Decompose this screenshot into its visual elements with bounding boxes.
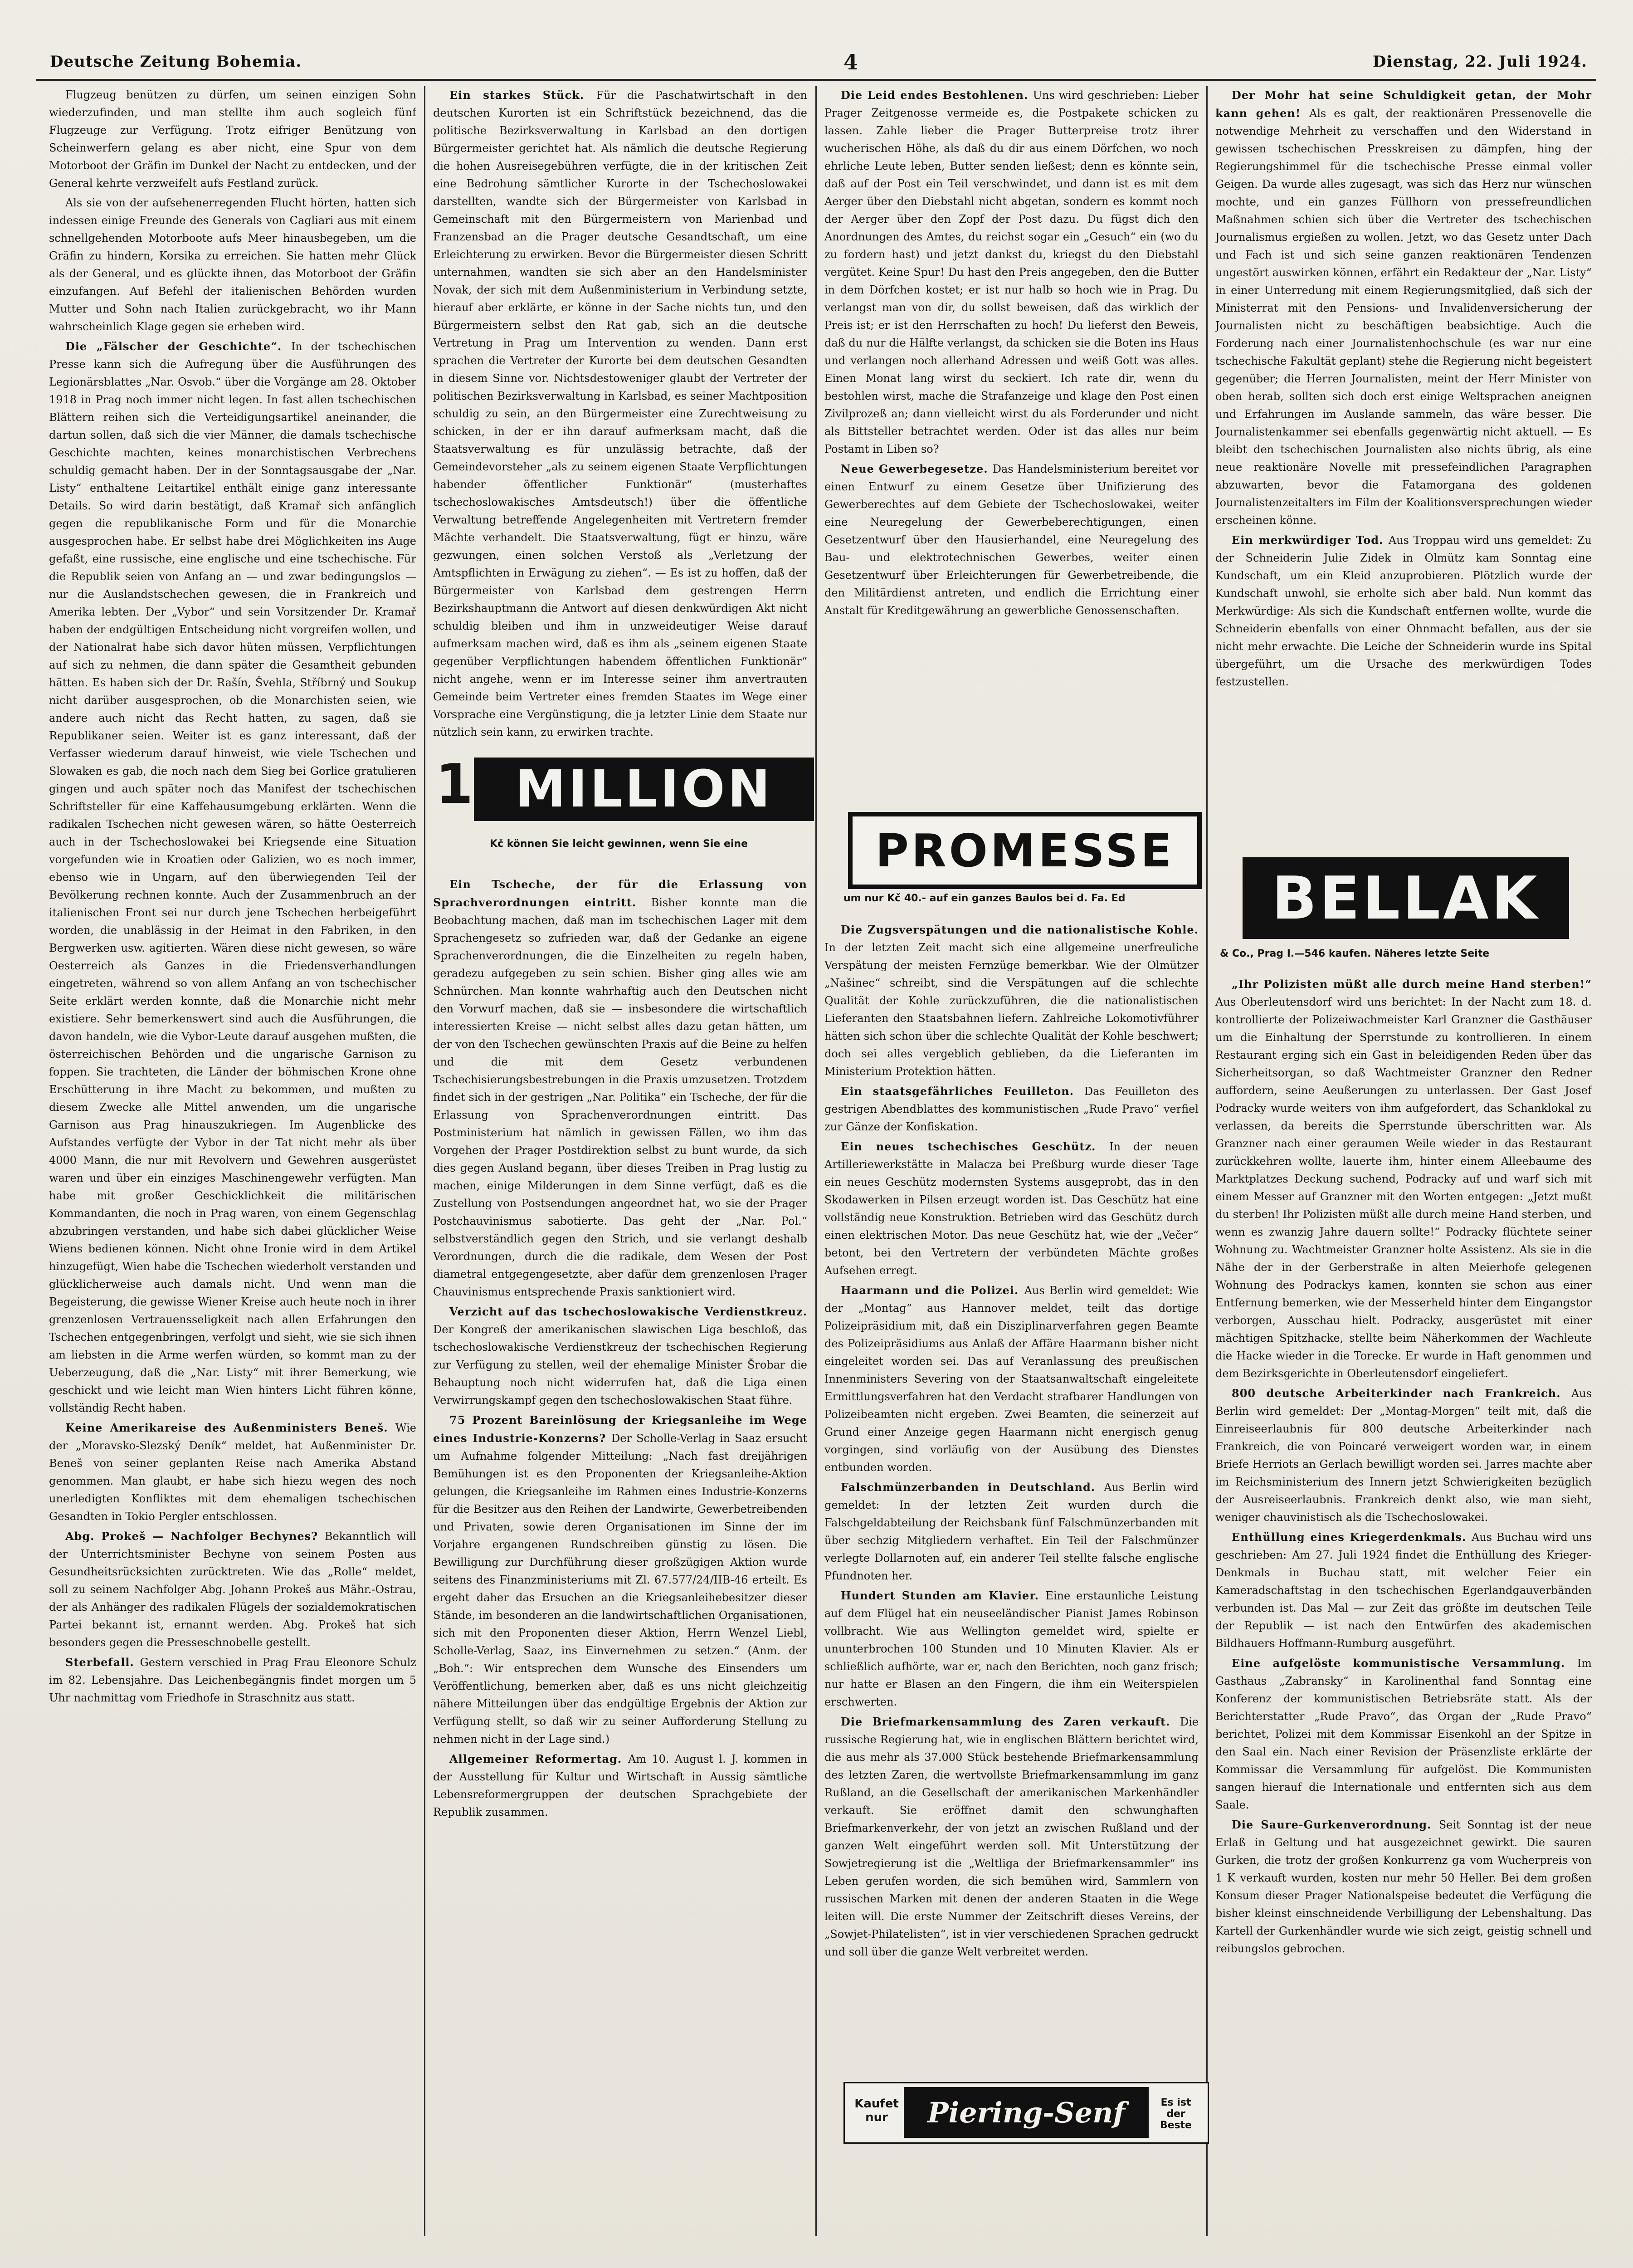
article-headline: Der Mohr hat seine Schuldigkeit getan, der Mohr kann gehen!: [1215, 88, 1592, 120]
article-text: Bisher konnte man die Beobachtung machen, daß man im tschechischen Lager mit dem Sprachengesetz so zufrieden war, daß der Gedanke an eigene Sprachenverordnungen, die die Einzelheiten zu regeln haben, geradezu aufgegeben zu sein schien. Bisher ging alles wie am Schnürchen. Man konnte wahrhaftig auch den Deutschen nicht den Vorwurf machen, daß sie — insbesondere die wirtschaftlich interessierten Kreise — nicht selbst alles dazu getan hätten, um der von den Tschechen gewünschten Praxis auf die Beine zu helfen und die mit dem Gesetz verbundenen Tschechisierungsbestrebungen in die Praxis umzusetzen. Trotzdem findet sich in der gestrigen „Nar. Politika“ ein Tscheche, der für die Erlassung von Sprachenverordnungen eintritt. Das Postministerium hat nämlich in gewissen Fällen, wo ihm das Vorgehen der Prager Postdirektion selbst zu bunt wurde, da sich dies gegen Ausland begann, über dieses Treiben in Prag lustig zu machen, einige Milderungen in dem Sinne verfügt, daß es die Zustellung von Postsendungen angeordnet hat, wo sie der Prager Postchauvinismus sabotierte. Das geht der „Nar. Pol.“ selbstverständlich gegen den Strich, und sie verlangt deshalb Verordnungen, durch die die radikale, dem Wesen der Post diametral entgegengesetzte, aber dafür dem grenzenlosen Prager Chauvinismus entsprechende Praxis sanktioniert wird.: [433, 896, 807, 1298]
article-paragraph: [49, 1419, 416, 1525]
article-headline: Ein starkes Stück.: [449, 88, 596, 102]
article-paragraph: [824, 921, 1199, 1080]
column-rule: [1206, 86, 1208, 2236]
column-3-top: [824, 86, 1199, 785]
article-text: Seit Sonntag ist der neue Erlaß in Geltung und hat ausgezeichnet gewirkt. Die sauren Gurken, die trotz der großen Konkurrenz ga vom Wucherpreis von 1 K verkauft wurden, kosten nur mehr 50 Heller. Bei dem großen Konsum dieser Prager Nationalspeise bedeutet die Verfügung die bisher kleinst einschneidende Verbilligung der Lebenshaltung. Das Kartell der Gurkenhändler wurde wie sich zeigt, geistig schnell und reibungslos gebrochen.: [1215, 1818, 1592, 1955]
column-rule: [424, 86, 425, 2236]
article-text: Der Scholle-Verlag in Saaz ersucht um Aufnahme folgender Mitteilung: „Nach fast dreijährigen Bemühungen ist es den Proponenten der Kriegsanleihe-Aktion gelungen, die Kriegsanleihe im Rahmen eines Industrie-Konzerns für die Besitzer aus den Reihen der Landwirte, Gewerbetreibenden und Privaten, sowie deren Organisationen im Sinne der im Vorjahre ergangenen Rundschreiben günstig zu lösen. Die Bewilligung zur Durchführung dieser großzügigen Aktion wurde seitens des Finanzministeriums mit Zl. 67.577/24/IIB-46 erteilt. Es ergeht daher das Ersuchen an die Kriegsanleihebesitzer dieser Stände, im besonderen an die landwirtschaftlichen Organisationen, sich mit den Proponenten dieser Aktion, Herrn Wenzel Liebl, Scholle-Verlag, Saaz, ins Einvernehmen zu setzen.“ (Anm. der „Boh.“: Wir entsprechen dem Wunsche des Einsenders um Veröffentlichung, bemerken aber, daß es uns nicht gleichzeitig nähere Mitteilungen über das endgültige Ergebnis der Aktion zur Verfügung stellt, so daß wir zu seiner Aufforderung Stellung zu nehmen nicht in der Lage sind.): [433, 1432, 807, 1745]
article-paragraph: [1215, 1528, 1592, 1652]
article-paragraph: [49, 337, 416, 1417]
article-text: Aus Berlin wird gemeldet: Wie der „Montag“ aus Hannover meldet, teilt das dortige Polizeipräsidium mit, daß ein Disziplinarverfahren gegen Beamte des Polizeipräsidiums aus Anlaß der Affäre Haarmann bisher nicht eingeleitet worden sei. Das auf Veranlassung des preußischen Innenministers Severing von der Staatsanwaltschaft eingeleitete Ermittlungsverfahren hat den Verdacht strafbarer Handlungen von Polizeibeamten nicht ergeben. Zwei Beamten, die seinerzeit auf Grund einer Anzeige gegen Haarmann nicht energisch genug vorgingen, sind vorläufig von der Ausübung des Dienstes entbunden worden.: [824, 1284, 1199, 1474]
article-headline: Verzicht auf das tschechoslowakische Verdienstkreuz.: [449, 1305, 807, 1318]
article-headline: Die „Fälscher der Geschichte“.: [65, 340, 291, 353]
article-text: Wie der „Moravsko-Slezský Deník“ meldet, hat Außenminister Dr. Beneš von seiner geplanten Reise nach Amerika Abstand genommen. Man glaubt, er habe sich hiezu wegen des noch unerledigten Konfliktes mit dem ehemaligen tschechischen Gesandten in Tokio Pergler entschlossen.: [49, 1422, 416, 1523]
article-text: Flugzeug benützen zu dürfen, um seinen einzigen Sohn wiederzufinden, und man stellte ihm auch sogleich fünf Flugzeuge zur Verfügung. Trotz eifriger Benützung von Scheinwerfern gelang es aber nicht, eine Spur von dem Motorboot der Gräfin im Dunkel der Nacht zu entdecken, und der General kehrte verzweifelt aufs Festland zurück.: [49, 88, 416, 190]
column-4-top: [1215, 86, 1592, 848]
issue-date: Dienstag, 22. Juli 1924.: [1372, 53, 1587, 71]
piering-ad-right-label: Es ist der Beste: [1160, 2097, 1192, 2131]
article-paragraph: [824, 1713, 1199, 1961]
article-paragraph: [824, 1138, 1199, 1280]
article-paragraph: [433, 875, 807, 1301]
article-text: Gestern verschied in Prag Frau Eleonore Schulz im 82. Lebensjahre. Das Leichenbegängnis findet morgen um 5 Uhr nachmittag vom Friedhofe in Straschnitz aus statt.: [49, 1656, 416, 1704]
article-paragraph: [433, 1303, 807, 1409]
bellak-ad-caption: & Co., Prag I.—546 kaufen. Näheres letzte Seite: [1220, 948, 1490, 959]
million-ad-text: MILLION: [515, 760, 773, 819]
article-headline: Ein staatsgefährliches Feuilleton.: [841, 1085, 1085, 1098]
article-paragraph: [824, 86, 1199, 458]
page-header: [36, 44, 1596, 81]
article-text: Bekanntlich will der Unterrichtsminister Bechyne von seinem Posten aus Gesundheitsrücksichten zurücktreten. Wie das „Rolle“ meldet, soll zu seinem Nachfolger Abg. Johann Prokeš aus Mähr.-Ostrau, der als Anhänger des radikalen Flügels der sozialdemokratischen Partei bekannt ist, ernannt werden. Abg. Prokeš hat sich besonders gegen die Presseschnobelle gestellt.: [49, 1530, 416, 1649]
piering-ad-left-label: Kaufet nur: [854, 2097, 899, 2124]
page-number: 4: [843, 50, 859, 74]
article-text: Am 10. August l. J. kommen in der Ausstellung für Kultur und Wirtschaft in Aussig sämtliche Lebensreformergruppen der deutschen Sprachgebiete der Republik zusammen.: [433, 1753, 807, 1818]
article-text: Der Kongreß der amerikanischen slawischen Liga beschloß, das tschechoslowakische Verdienstkreuz der tschechischen Regierung zur Verfügung zu stellen, weil der ehemalige Minister Šrobar die Behauptung noch nicht widerrufen hat, daß die Liga einen Verwirrungskampf gegen den tschechoslowakischen Staat führe.: [433, 1323, 807, 1407]
million-ad-caption: Kč können Sie leicht gewinnen, wenn Sie eine: [490, 838, 748, 850]
article-headline: Sterbefall.: [65, 1656, 140, 1669]
article-text: Für die Paschatwirtschaft in den deutschen Kurorten ist ein Schriftstück bezeichnend, das die politische Bezirksverwaltung in Karlsbad an den dortigen Bürgermeister gerichtet hat. Als nämlich die deutsche Regierung die hohen Ausreisegebühren verfügte, die in der kritischen Zeit eine Bedrohung sämtlicher Kurorte in der Tschechoslowakei darstellten, wandte sich der Bürgermeister von Karlsbad in Gemeinschaft mit den Bürgermeistern von Marienbad und Franzensbad an die Prager deutsche Gesandtschaft, um eine Erleichterung zu erwirken. Bevor die Bürgermeister diesen Schritt unternahmen, wandten sie sich aber an den Handelsminister Novak, der sich mit dem Außenministerium in Verbindung setzte, hierauf aber erklärte, er könne in der Sache nichts tun, und den Bürgermeistern selbst den Rat gab, sich an die deutsche Vertretung in Prag um Intervention zu wenden. Dann erst sprachen die Vertreter der Kurorte bei dem deutschen Gesandten in diesem Sinne vor. Nichtsdestoweniger glaubt der Vertreter der politischen Bezirksverwaltung in Karlsbad, es seiner Machtposition schuldig zu sein, an den Bürgermeister eine Zurechtweisung zu schicken, in der er ihn darauf aufmerksam macht, daß die Staatsverwaltung es für unzulässig betrachte, daß der Gemeindevorsteher „als zu seinem eigenen Staate Verpflichtungen habender öffentlicher Funktionär“ (musterhaftes tschechoslowakisches Amtsdeutsch!) über die öffentliche Verwaltung betreffende Angelegenheiten mit Vertretern fremder Mächte verhandelt. Die Staatsverwaltung, fügt er hinzu, wäre gezwungen, einen solchen Verstoß als „Verletzung der Amtspflichten in Erwägung zu ziehen“. — Es ist zu hoffen, daß der Bürgermeister von Karlsbad dem gestrengen Herrn Bezirkshauptmann die Antwort auf diesen denkwürdigen Akt nicht schuldig bleiben und ihm in unzweideutiger Weise darauf aufmerksam machen wird, daß es ihm als „seinem eigenen Staate gegenüber Verpflichtungen habendem öffentlichen Funktionär“ nicht angehe, wenn er im Interesse seiner ihm anvertrauten Gemeinde beim Vertreter eines fremden Staates im Wege einer Vorsprache eine Vergünstigung, die ja letzter Linie dem Staate nur nützlich sein kann, zu erwirken trachte.: [433, 89, 807, 738]
article-headline: Die Briefmarkensammlung des Zaren verkauft.: [841, 1715, 1180, 1728]
article-headline: Neue Gewerbegesetze.: [841, 462, 993, 475]
column-3-bottom: [824, 921, 1199, 2064]
article-headline: Falschmünzerbanden in Deutschland.: [841, 1481, 1104, 1494]
article-headline: Ein merkwürdiger Tod.: [1232, 533, 1389, 547]
article-paragraph: [433, 1411, 807, 1748]
article-text: Aus Troppau wird uns gemeldet: Zu der Schneiderin Julie Zidek in Olmütz kam Sonntag eine Kundschaft, um ein Kleid anzuprobieren. Plötzlich wurde der Kundschaft unwohl, sie erholte sich aber bald. Nun kommt das Merkwürdige: Als sich die Kundschaft entfernen wollte, wurde die Schneiderin ebenfalls von einer Ohnmacht befallen, aus der sie nicht mehr erwachte. Die Leiche der Schneiderin wurde ins Spital übergeführt, um die Ursache des merkwürdigen Todes festzustellen.: [1215, 534, 1592, 688]
article-text: Als es galt, der reaktionären Pressenovelle die notwendige Mehrheit zu verschaffen und den Widerstand in gewissen tschechischen Presskreisen zu dämpfen, hing der Regierungshimmel für die tschechische Presse einmal voller Geigen. Da wurde alles zugesagt, was sich das Herz nur wünschen mochte, und ein ganzes Füllhorn von pressefreundlichen Maßnahmen schien sich über die Vertreter des tschechischen Journalismus ergießen zu wollen. Jetzt, wo das Gesetz unter Dach und Fach ist und sich seine ganzen reaktionären Tendenzen ungestört auswirken können, erfährt ein Redakteur der „Nar. Listy“ in einer Unterredung mit einem Regierungsmitglied, daß sich der Ministerrat mit den Pensions- und Invalidenversicherung der Journalisten nicht zu beschäftigen beabsichtige. Auch die Forderung nach einer Journalistenhochschule (es war nur eine tschechische Fakultät geplant) stehe die Regierung nicht begeistert gegenüber; die Herren Journalisten, meint der Herr Minister von oben herab, sollten sich doch erst einige Weltsprachen aneignen und Erfahrungen im Auslande sammeln, das wäre besser. Die Journalistenkammer sei ebenfalls gegenwärtig nicht aktuell. — Es bleibt den tschechischen Journalisten also nichts übrig, als eine neue reaktionäre Novelle mit pressefeindlichen Paragraphen abzuwarten, bevor die Fatamorgana des goldenen Journalistenzeitalters im Film der Koalitionsversprechungen wieder erscheinen könne.: [1215, 107, 1592, 527]
article-paragraph: [433, 86, 807, 741]
article-paragraph: [49, 194, 416, 336]
article-text: Als sie von der aufsehenerregenden Flucht hörten, hatten sich indessen einige Freunde des Generals von Cagliari aus mit einem schnellgehenden Motorboote aufs Meer hinausbegeben, um die Gräfin zu hindern, Korsika zu erreichen. Sie hatten mehr Glück als der General, und es glückte ihnen, das Motorboot der Gräfin einzufangen. Auf Befehl der italienischen Behörden wurden Mutter und Sohn nach Italien zurückgebracht, wo ihr Mann wahrscheinlich Klage gegen sie erheben wird.: [49, 196, 416, 333]
article-text: In der tschechischen Presse kann sich die Aufregung über die Ausführungen des Legionärsblattes „Nar. Osvob.“ über die Vorgänge am 28. Oktober 1918 in Prag noch immer nicht legen. In fast allen tschechischen Blättern reihen sich die Verteidigungsartikel aneinander, die dartun sollen, daß sich die vier Männer, die damals tschechische Geschichte machten, keines monarchistischen Verbrechens schuldig gemacht haben. Der in der Sonntagsausgabe der „Nar. Listy“ enthaltene Leitartikel enthält einige ganz interessante Details. So wird darin bestätigt, daß Kramař sich anfänglich gegen die republikanische Form und für die Monarchie ausgesprochen habe. Er selbst habe drei Möglichkeiten ins Auge gefaßt, eine russische, eine englische und eine tschechische. Für die Republik seien von Anfang an — und zwar bedingungslos — nur die Auslandstschechen gewesen, die in Frankreich und Amerika lebten. Der „Vybor“ und sein Vorsitzender Dr. Kramař haben der endgültigen Entscheidung nicht vorgreifen wollen, und der Nationalrat habe sich davor hüten müssen, Verpflichtungen auf sich zu nehmen, die dann später die Gesamtheit gebunden hätten. Es haben sich der Dr. Rašín, Švehla, Stříbrný und Soukup nicht darüber ausgesprochen, ob die Monarchisten seien, wie andere auch nicht das Recht hatten, zu sagen, daß sie Republikaner seien. Weiter ist es ganz interessant, daß der Verfasser wiederum darauf hinweist, wie viele Tschechen und Slowaken es gab, die noch nach dem Sieg bei Gorlice gratulieren gingen und auch später noch das Manifest der tschechischen Schriftsteller für eine Kaffehausumgebung erklärten. Wenn die radikalen Tschechen nicht gewesen wären, so hätte Oesterreich auch in der Tschechoslowakei bei Kriegsende eine Situation vorgefunden wie in Kroatien oder Galizien, wo es noch immer, ebenso wie in Ungarn, auf den überwiegenden Teil der Bevölkerung rechnen konnte. Auch der Zusammenbruch an der italienischen Front sei nur durch jene Tschechen herbeigeführt worden, die unablässig in der Heimat in den Fabriken, in den Bergwerken usw. agitierten. Wären diese nicht gewesen, so wäre Oesterreich als Ganzes in die Friedensverhandlungen eingetreten, während so von allem Anfang an von tschechischer Seite erklärt werden konnte, daß die Monarchie nicht mehr existiere. Sehr bemerkenswert sind auch die Ausführungen, die davon handeln, wie die Vybor-Leute darauf ausgehen mußten, die österreichischen Behörden und die ungarische Garnison zu foppen. Sie trachteten, die Länder der böhmischen Krone ohne Erschütterung in ihre Macht zu bekommen, und mußten zu diesem Zwecke alle Mittel anwenden, um die ungarische Garnison aus Prag hinauszukriegen. Im Augenblicke des Aufstandes verfügte der Vybor in der Tat nicht mehr als über 4000 Mann, die nur mit Revolvern und Gewehren ausgerüstet waren und über ein einziges Maschinengewehr verfügten. Man habe mit großer Geschicklichkeit die militärischen Kommandanten, die noch in Prag waren, von einem Gegenschlag abzubringen verstanden, und habe sich dabei glücklicher Weise Wiens bedienen können. Nicht ohne Ironie wird in dem Artikel hinzugefügt, Wien habe die Tschechen wiederholt verstanden und glücklicherweise auch damals nicht. Und wenn man die Begeisterung, die gewisse Wiener Kreise auch heute noch in ihrer grenzenlosen Vertrauensseligkeit nach allen Erfahrungen den Tschechen entgegenbringen, verfolgt und sieht, wie sie sich ihnen am liebsten in die Arme werfen würden, so kommt man zu der Ueberzeugung, daß die „Nar. Listy“ mit ihrer Bemerkung, wie geschickt und wie leicht man Wien hinters Licht führen könne, vollständig Recht haben.: [49, 340, 416, 1414]
paper-title: Deutsche Zeitung Bohemia.: [50, 53, 302, 71]
million-ad-banner: [474, 758, 814, 821]
article-text: Aus Buchau wird uns geschrieben: Am 27. Juli 1924 findet die Enthüllung des Krieger-Denkmals in Buchau statt, mit welcher Feier ein Kameradschaftstag in den tschechischen Egerlandgauverbänden verbunden ist. Das Mal — zur Zeit das größte im deutschen Teile der Republik — ist nach den Entwürfen des akademischen Bildhauers Hoffmann-Rumburg ausgeführt.: [1215, 1531, 1592, 1650]
article-text: Das Feuilleton des gestrigen Abendblattes des kommunistischen „Rude Pravo“ verfiel zur Gänze der Konfiskation.: [824, 1085, 1199, 1133]
article-paragraph: [1215, 1816, 1592, 1958]
article-headline: Die Leid endes Bestohlenen.: [841, 88, 1033, 102]
promesse-ad-caption: um nur Kč 40.- auf ein ganzes Baulos bei d. Fa. Ed: [843, 893, 1126, 904]
article-text: In der letzten Zeit macht sich eine allgemeine unerfreuliche Verspätung der meisten Fernzüge bemerkbar. Wie der Olmützer „Našinec“ schreibt, sind die Verspätungen auf die schlechte Qualität der Kohle zurückzuführen, die die nationalistischen Lieferanten den Staatsbahnen liefern. Zahlreiche Lokomotivführer hätten sich schon über die schlechte Qualität der Kohle beschwert; doch sei alles vergeblich geblieben, da die Lieferanten im Ministerium Protektion hätten.: [824, 941, 1199, 1078]
article-paragraph: [824, 460, 1199, 620]
article-text: Aus Berlin wird gemeldet: Der „Montag-Morgen“ teilt mit, daß die Einreiseerlaubnis für 800 deutsche Arbeiterkinder nach Frankreich, die von Poincaré verweigert worden war, in einem Briefe Herriots an Gerlach bewilligt worden sei. Jarres machte aber im Reichsministerium des Innern jetzt Schwierigkeiten bezüglich der Ausreiseerlaubnis. Frankreich denkt also, wie man sieht, weniger chauvinistisch als die Tschechoslowakei.: [1215, 1387, 1592, 1524]
article-text: Aus Berlin wird gemeldet: In der letzten Zeit wurden durch die Falschgeldabteilung der Reichsbank fünf Falschmünzerbanden mit über sechzig Mitgliedern verhaftet. Ein Teil der Falschmünzer verlegte Dollarnoten auf, ein anderer Teil stellte falsche englische Pfundnoten her.: [824, 1481, 1199, 1582]
article-text: Aus Oberleutensdorf wird uns berichtet: In der Nacht zum 18. d. kontrollierte der Polizeiwachmeister Karl Granzner die Gasthäuser um die Einhaltung der Sperrstunde zu kontrollieren. In einem Restaurant erging sich ein Gast in beleidigenden Reden über das Sicherheitsorgan, so daß Wachtmeister Granzner den Redner auffordern, seine Aeußerungen zu unterlassen. Der Gast Josef Podracky wurde weiters von ihm aufgefordert, das Schanklokal zu verlassen, da bereits die Sperrstunde überschritten war. Als Granzner nach einer geraumen Weile wieder in das Restaurant zurückkehren wollte, lauerte ihm, hinter einem Alleebaume des Marktplatzes Deckung suchend, Podracky auf und warf sich mit einem Messer auf Granzner mit den Worten entgegen: „Jetzt mußt du sterben! Ihr Polizisten müßt alle durch meine Hand sterben, und wenn es zwanzig Jahre dauern sollte!“ Podracky flüchtete seiner Wohnung zu. Wachtmeister Granzner holte Assistenz. Als sie in die Nähe der in der Gerberstraße in alten Meierhofe gelegenen Wohnung des Podrackys kamen, konnten sie schon aus einer Entfernung bemerken, wie der Messerheld hinter dem Eingangstor verborgen, Ausschau hielt. Podracky, ausgerüstet mit einer mächtigen Spitzhacke, stellte beim Näherkommen der Wachleute die Hacke wieder in die Torecke. Er wurde in Haft genommen und dem Bezirksgerichte in Oberleutensdorf eingeliefert.: [1215, 996, 1592, 1380]
bellak-ad-text: BELLAK: [1272, 864, 1540, 933]
promesse-ad-text: PROMESSE: [875, 824, 1175, 877]
article-paragraph: [824, 1082, 1199, 1136]
article-text: Im Gasthaus „Zabransky“ in Karolinenthal fand Sonntag eine Konferenz der kommunistischen Betriebsräte statt. Als der Berichterstatter „Rude Pravo“, das Organ der „Rude Pravo“ berichtet, Polizei mit dem Kommissar Eisenkohl an der Spitze in den Saal ein. Nach einer Revision der Präsenzliste erklärte der Kommissar die Versammlung für aufgelöst. Die Kommunisten sangen hierauf die Internationale und entfernten sich aus dem Saale.: [1215, 1657, 1592, 1811]
article-paragraph: [1215, 975, 1592, 1383]
article-paragraph: [1215, 1384, 1592, 1526]
column-2-bottom: [433, 875, 807, 2245]
article-headline: „Ihr Polizisten müßt alle durch meine Hand sterben!“: [1232, 978, 1592, 991]
article-text: Eine erstaunliche Leistung auf dem Flügel hat ein neuseeländischer Pianist James Robinson vollbracht. Wie aus Wellington gemeldet wird, spielte er ununterbrochen 100 Stunden und 10 Minuten Klavier. Als er schließlich aufhörte, war er, nach den Berichten, noch ganz frisch; nur hatte er Blasen an den Fingern, die ihm ein Weiterspielen erschwerten.: [824, 1589, 1199, 1708]
article-paragraph: [1215, 1654, 1592, 1814]
article-headline: Allgemeiner Reformertag.: [449, 1752, 629, 1765]
article-headline: Eine aufgelöste kommunistische Versammlung.: [1232, 1657, 1577, 1670]
article-headline: Die Zugsverspätungen und die nationalistische Kohle.: [841, 923, 1199, 936]
article-headline: Ein Tscheche, der für die Erlassung von Sprachverordnungen eintritt.: [433, 878, 807, 909]
column-2-top: [433, 86, 807, 744]
promesse-ad-banner: [848, 812, 1202, 889]
million-ad-number: 1: [435, 753, 473, 816]
article-headline: Abg. Prokeš — Nachfolger Bechynes?: [65, 1530, 325, 1543]
article-paragraph: [1215, 531, 1592, 691]
article-paragraph: [49, 1653, 416, 1707]
column-1: [49, 86, 416, 2245]
article-paragraph: [824, 1281, 1199, 1476]
article-paragraph: [433, 1750, 807, 1821]
piering-ad-brand: Piering-Senf: [904, 2087, 1149, 2138]
column-rule: [815, 86, 817, 2236]
article-text: In der neuen Artilleriewerkstätte in Malacza bei Preßburg wurde dieser Tage ein neues Geschütz modernsten Systems ausgeprobt, das in den Skodawerken in Pilsen erzeugt worden ist. Das Geschütz hat eine vollständig neue Konstruktion. Betrieben wird das Geschütz durch einen elektrischen Motor. Das neue Geschütz hat, wie der „Večer“ betont, bei den Vertretern der verbündeten Mächte großes Aufsehen erregt.: [824, 1140, 1199, 1277]
article-paragraph: [49, 1527, 416, 1652]
article-headline: Hundert Stunden am Klavier.: [841, 1589, 1046, 1602]
bellak-ad-banner: [1243, 857, 1569, 939]
piering-senf-ad: [843, 2082, 1209, 2144]
article-headline: Die Saure-Gurkenverordnung.: [1232, 1818, 1439, 1831]
article-text: Uns wird geschrieben: Lieber Prager Zeitgenosse vermeide es, die Postpakete schicken zu lassen. Zahle lieber die Prager Butterpreise trotz ihrer wucherischen Höhe, als daß du dir aus einem Dörfchen, wo noch ehrliche Leute leben, Butter senden ließest; denn es könnte sein, daß auf der Post ein Teil verschwindet, und dann ist es mit dem Aerger über den Diebstahl nicht abgetan, sondern es kommt noch der Aerger über den Zopf der Post dazu. Du fügst dich den Anordnungen des Amtes, du reichst sogar ein „Gesuch“ ein (wo du zu fordern hast) und jetzt dankst du, kriegst du den Diebstahl vergütet. Keine Spur! Du hast den Preis angegeben, den die Butter in dem Dörfchen kostet; er ist nur halb so hoch wie in Prag. Du verlangst man von dir, du sollst beweisen, daß das wirklich der Preis ist; er ist den Herrschaften zu hoch! Du lieferst den Beweis, daß du nur die Hälfte verlangst, da schicken sie die Boten ins Haus und verlangen noch allerhand Adressen und weiß Gott was alles. Einen Monat lang wirst du seckiert. Ich rate dir, wenn du bestohlen wirst, mache die Strafanzeige und klage den Post einen Zivilprozeß an; dann vielleicht wirst du als Forderunder und nicht als Bittsteller betrachtet werden. Oder ist das alles nur beim Postamt in Liben so?: [824, 89, 1199, 455]
article-headline: 800 deutsche Arbeiterkinder nach Frankreich.: [1232, 1387, 1571, 1400]
article-headline: Enthüllung eines Kriegerdenkmals.: [1232, 1530, 1472, 1544]
article-headline: 75 Prozent Bareinlösung der Kriegsanleihe im Wege eines Industrie-Konzerns?: [433, 1413, 807, 1445]
article-paragraph: [824, 1587, 1199, 1711]
article-paragraph: [49, 86, 416, 192]
article-paragraph: [824, 1478, 1199, 1585]
article-text: Die russische Regierung hat, wie in englischen Blättern berichtet wird, die aus mehr als 37.000 Stück bestehende Briefmarkensammlung des letzten Zaren, die wertvollste Briefmarkensammlung im ganz Rußland, an die Gesellschaft der amerikanischen Markenhändler verkauft. Sie eröffnet damit den schwunghaften Briefmarkenverkehr, der von jetzt an zwischen Rußland und der ganzen Welt eingeführt werden soll. Mit Unterstützung der Sowjetregierung ist die „Weltliga der Briefmarkensammler“ ins Leben gerufen worden, die sich bemühen wird, Sammlern von russischen Marken mit denen der anderen Staaten in die Wege leiten will. Die erste Nummer der Zeitschrift dieses Vereins, der „Sowjet-Philatelisten“, ist in vier verschiedenen Sprachen gedruckt und soll über die ganze Welt verbreitet werden.: [824, 1716, 1199, 1958]
article-headline: Haarmann und die Polizei.: [841, 1284, 1024, 1297]
article-paragraph: [1215, 86, 1592, 529]
article-headline: Keine Amerikareise des Außenministers Beneš.: [65, 1421, 395, 1434]
article-text: Das Handelsministerium bereitet vor einen Entwurf zu einem Gesetze über Unifizierung des Gewerberechtes auf dem Gebiete der Tschechoslowakei, weiter eine Neuregelung der Gewerbeberechtigungen, einen Gesetzentwurf über den Hausierhandel, eine Neuregelung des Bau- und elektrotechnischen Gewerbes, weiter einen Gesetzentwurf über Erleichterungen für Gewerbetreibende, die den Militärdienst antreten, und endlich die Errichtung einer Anstalt für Kreditgewährung an gewerbliche Genossenschaften.: [824, 463, 1199, 617]
column-4-bottom: [1215, 975, 1592, 2245]
article-headline: Ein neues tschechisches Geschütz.: [841, 1140, 1110, 1153]
